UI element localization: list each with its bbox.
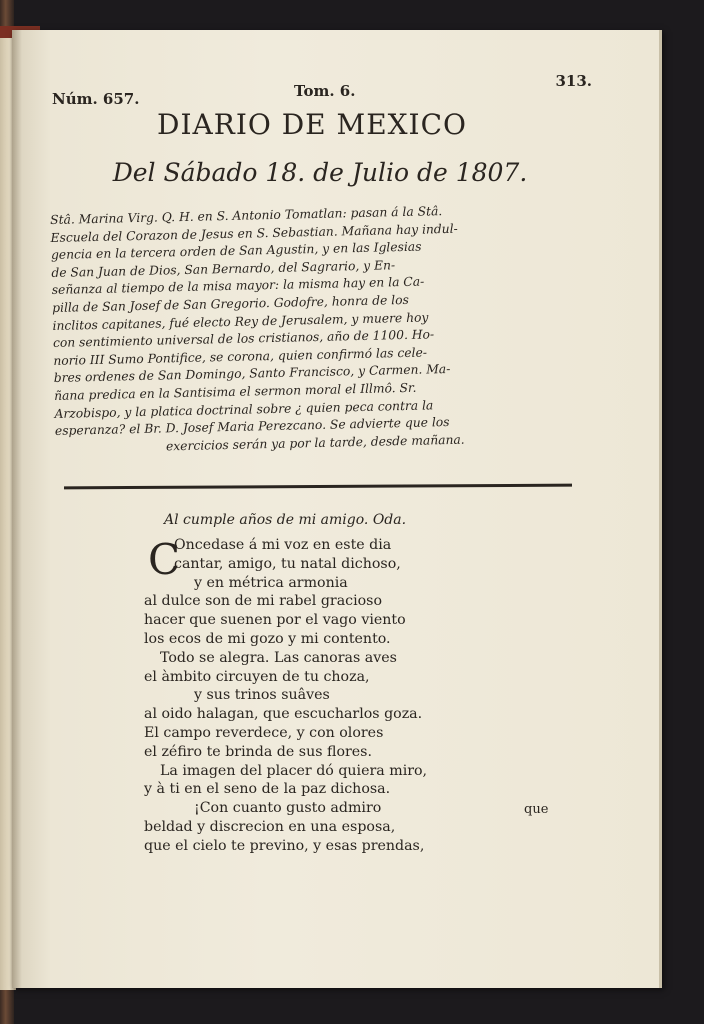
poem-line: ¡Con cuanto gusto admiro: [194, 800, 382, 817]
newspaper-page: [12, 30, 662, 988]
poem-line: hacer que suenen por el vago viento: [144, 612, 406, 629]
catchword: que: [524, 802, 549, 817]
gutter-shadow: [12, 30, 22, 988]
drop-cap: C: [148, 535, 181, 584]
notice-line: gencia en la tercera orden de San Agustin, y en las Iglesias: [50, 239, 422, 263]
tome-number: Tom. 6.: [294, 82, 356, 100]
poem-line: los ecos de mi gozo y mi contento.: [144, 630, 391, 647]
notice-line: pilla de San Josef de San Gregorio. Godofre, honra de los: [52, 292, 409, 315]
page-edge: [659, 30, 662, 988]
newspaper-title: DIARIO DE MEXICO: [157, 108, 467, 141]
poem-line: El campo reverdece, y con olores: [144, 724, 384, 741]
notice-line: inclitos capitanes, fué electo Rey de Jerusalem, y muere hoy: [52, 310, 429, 333]
page-number: 313.: [555, 72, 592, 90]
notice-line: de San Juan de Dios, San Bernardo, del Sagrario, y En-: [51, 257, 396, 280]
notice-line: Escuela del Corazon de Jesus en S. Sebastian. Mañana hay indul-: [50, 221, 458, 245]
poem-line: Oncedase á mi voz en este dia: [174, 537, 392, 553]
poem-line: beldad y discrecion en una esposa,: [144, 818, 396, 835]
poem-line: cantar, amigo, tu natal dichoso,: [174, 555, 401, 572]
poem-line: al dulce son de mi rabel gracioso: [144, 593, 383, 610]
poem-line: y à ti en el seno de la paz dichosa.: [144, 781, 391, 798]
page-header: [52, 72, 592, 108]
notice-line: bres ordenes de San Domingo, Santo Francisco, y Carmen. Ma-: [53, 362, 451, 386]
religious-notice: [50, 200, 575, 458]
notice-line: exercicios serán ya por la tarde, desde mañana.: [165, 432, 465, 454]
notice-line: norio III Sumo Pontifice, se corona, quien confirmó las cele-: [53, 345, 428, 368]
notice-line: ñana predica en la Santisima el sermon moral el Illmô. Sr.: [54, 380, 417, 403]
notice-line: esperanza? el Br. D. Josef Maria Perezcano. Se advierte que los: [54, 415, 450, 439]
issue-date: Del Sábado 18. de Julio de 1807.: [112, 158, 528, 187]
poem-line: al oido halagan, que escucharlos goza.: [144, 706, 423, 723]
poem-body: [144, 536, 524, 856]
notice-line: señanza al tiempo de la misa mayor: la misma hay en la Ca-: [51, 274, 425, 298]
issue-number: Núm. 657.: [52, 90, 140, 108]
poem-line: que el cielo te previno, y esas prendas,: [144, 837, 425, 854]
poem-line: La imagen del placer dó quiera miro,: [160, 762, 428, 779]
poem-line: el àmbito circuyen de tu choza,: [144, 668, 370, 685]
poem-title: Al cumple años de mi amigo. Oda.: [164, 512, 407, 528]
poem-line: Todo se alegra. Las canoras aves: [160, 649, 397, 666]
poem-line: el zéfiro te brinda de sus flores.: [144, 743, 372, 760]
notice-line: Stâ. Marina Virg. Q. H. en S. Antonio Tomatlan: pasan á la Stâ.: [50, 204, 443, 227]
section-divider: [64, 484, 572, 490]
notice-line: con sentimiento universal de los cristianos, año de 1100. Ho-: [52, 327, 435, 351]
notice-line: Arzobispo, y la platica doctrinal sobre ¿ quien peca contra la: [54, 397, 434, 421]
poem-line: y sus trinos suâves: [194, 687, 330, 704]
poem-line: y en métrica armonia: [194, 574, 348, 591]
